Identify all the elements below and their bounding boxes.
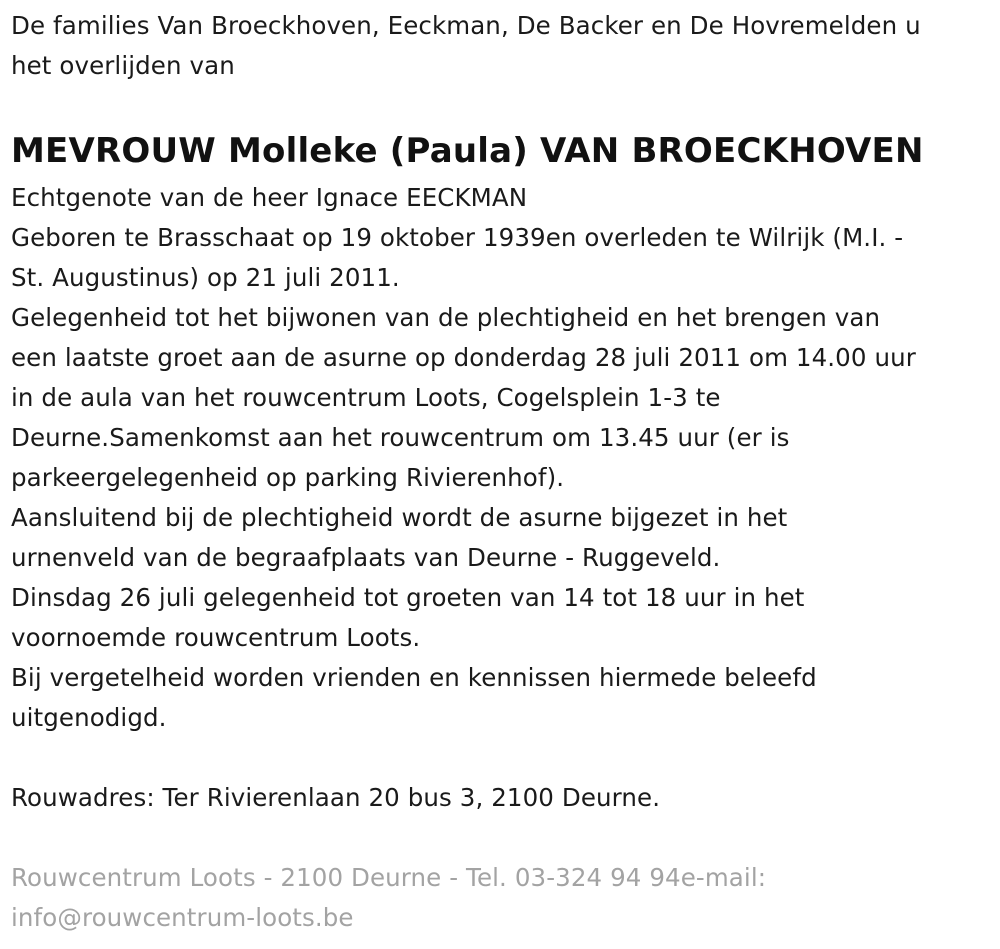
body-line: Deurne.Samenkomst aan het rouwcentrum om 13.45 uur (er is (11, 423, 790, 452)
body-line: voornoemde rouwcentrum Loots. (11, 623, 421, 652)
address-line: Rouwadres: Ter Rivierenlaan 20 bus 3, 2100 Deurne. (11, 783, 661, 812)
body-line: in de aula van het rouwcentrum Loots, Cogelsplein 1-3 te (11, 383, 721, 412)
intro-line: De families Van Broeckhoven, Eeckman, De Backer en De Hovremelden u (11, 11, 921, 40)
body-line: parkeergelegenheid op parking Rivierenhof). (11, 463, 565, 492)
body-line: Dinsdag 26 juli gelegenheid tot groeten van 14 tot 18 uur in het (11, 583, 805, 612)
body-line: uitgenodigd. (11, 703, 167, 732)
body-line: Echtgenote van de heer Ignace EECKMAN (11, 183, 528, 212)
mourning-address (11, 778, 988, 818)
footer-line: Rouwcentrum Loots - 2100 Deurne - Tel. 03-324 94 94e-mail: (11, 863, 767, 892)
body-line: een laatste groet aan de asurne op donderdag 28 juli 2011 om 14.00 uur (11, 343, 916, 372)
deceased-name: MEVROUW Molleke (Paula) VAN BROECKHOVEN (11, 131, 924, 171)
body-line: Bij vergetelheid worden vrienden en kennissen hiermede beleefd (11, 663, 817, 692)
body-line: Geboren te Brasschaat op 19 oktober 1939en overleden te Wilrijk (M.I. - (11, 223, 904, 252)
body-line: Gelegenheid tot het bijwonen van de plechtigheid en het brengen van (11, 303, 881, 332)
notice-body (11, 178, 988, 738)
intro-paragraph (11, 6, 988, 86)
intro-line: het overlijden van (11, 51, 235, 80)
body-line: Aansluitend bij de plechtigheid wordt de asurne bijgezet in het (11, 503, 788, 532)
footer-line: info@rouwcentrum-loots.be (11, 903, 354, 932)
funeral-home-footer (11, 858, 988, 938)
body-line: urnenveld van de begraafplaats van Deurne - Ruggeveld. (11, 543, 721, 572)
body-line: St. Augustinus) op 21 juli 2011. (11, 263, 400, 292)
